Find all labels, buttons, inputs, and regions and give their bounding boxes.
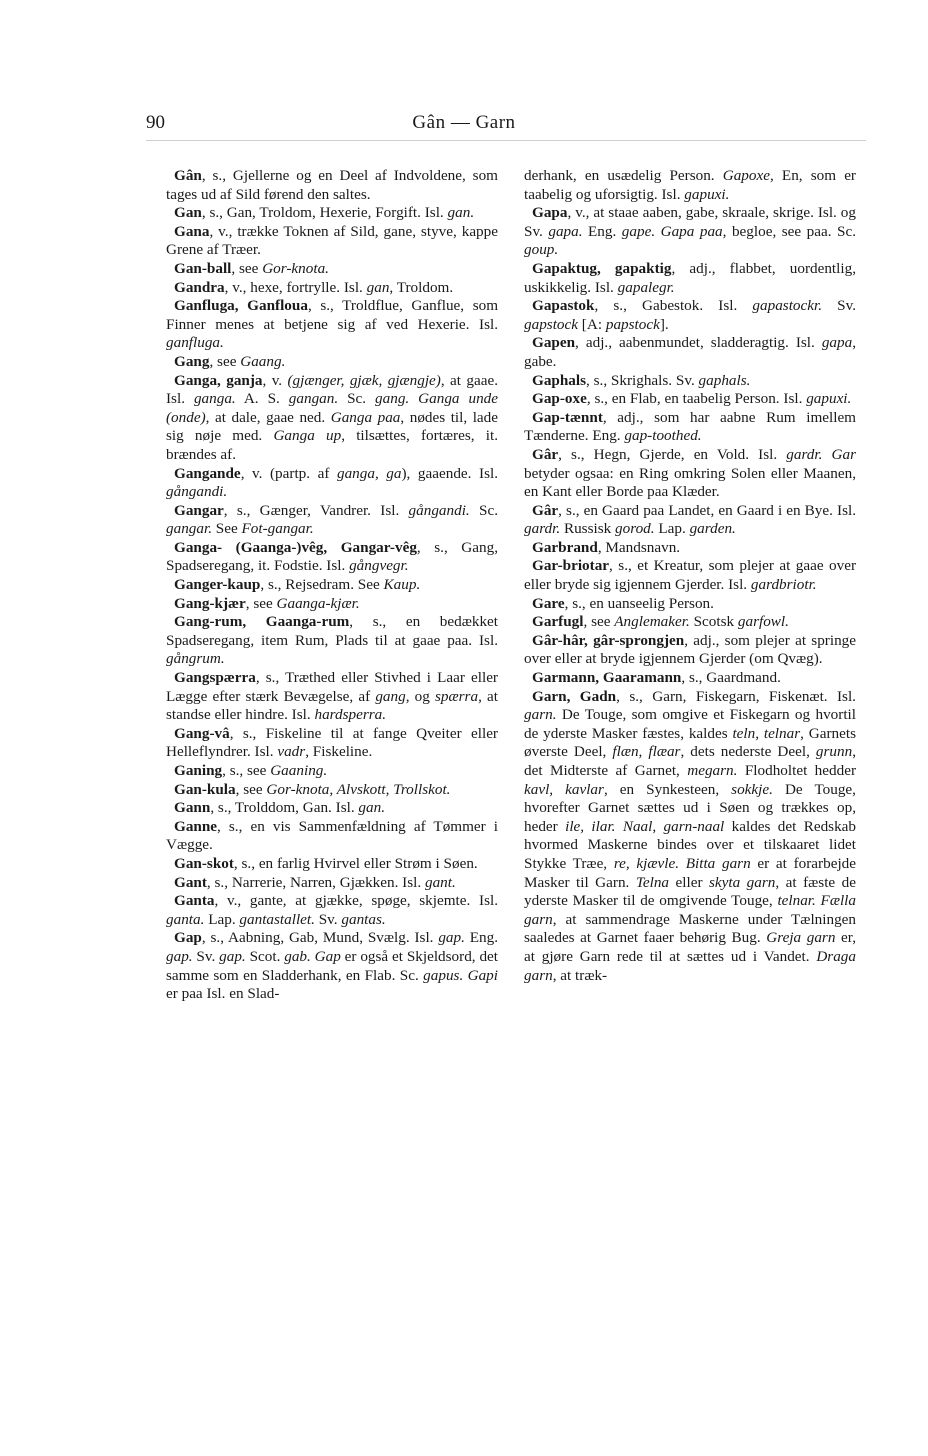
italic-term: gorod. xyxy=(615,520,655,538)
definition-text: , at gaae. Isl. xyxy=(166,371,499,408)
definition-text: er også et Skjeldsord, det samme som en Sladderhank, en Flab. Sc. xyxy=(166,947,499,984)
italic-term: gardbriotr. xyxy=(750,576,817,594)
definition-text: , v., trække Toknen af Sild, gane, styve, kappe Grene af Træer. xyxy=(166,222,498,259)
definition-text: , en Synkesteen, xyxy=(603,780,732,798)
definition-text: , s., Træthed eller Stivhed i Laar eller Lægge efter stærk Bevægelse, af xyxy=(166,669,498,705)
headword: Gap xyxy=(174,929,202,947)
headword: Gapaktug, gapaktig xyxy=(532,259,672,277)
definition-text: Russisk xyxy=(560,520,616,538)
italic-term: gapa xyxy=(821,334,853,352)
dictionary-entry xyxy=(166,223,498,260)
italic-term: Ganga up xyxy=(273,427,342,445)
dictionary-entry xyxy=(524,669,856,688)
definition-text: derhank, en usædelig Person. xyxy=(524,167,723,184)
headword: Gann xyxy=(174,799,211,817)
definition-text: , s., Gaardmand. xyxy=(681,669,781,687)
definition-text: , at sammendrage Maskerne under Tælningen saaledes at Garnet faaer behørig Bug. xyxy=(524,910,856,947)
italic-term: gapalegr. xyxy=(617,278,675,296)
italic-term: garfowl. xyxy=(737,613,789,631)
dictionary-entry xyxy=(524,632,856,669)
italic-term: ganfluga. xyxy=(166,334,224,352)
italic-term: garden. xyxy=(689,520,736,538)
definition-text: ), gaaende. Isl. xyxy=(401,464,498,482)
page-number: 90 xyxy=(146,112,165,133)
italic-term: garn. xyxy=(524,706,557,724)
italic-term: skyta garn xyxy=(708,873,776,891)
italic-term: gaphals. xyxy=(698,371,751,389)
italic-term: gångandi. xyxy=(166,483,228,501)
headword: Gang-vâ xyxy=(174,724,230,742)
definition-text: , adj., flabbet, uordentlig, uskikkelig. Isl. xyxy=(524,259,856,296)
definition-text: , s., et Kreatur, som plejer at gaae over eller bryde sig igjennem Gjerder. Isl. xyxy=(524,557,856,594)
dictionary-entry xyxy=(166,613,498,669)
dictionary-entry xyxy=(166,465,498,502)
dictionary-entry xyxy=(166,669,498,725)
dictionary-entry xyxy=(166,539,498,576)
definition-text: , Garnets øverste Deel, xyxy=(524,724,856,761)
italic-term: ganga, ga xyxy=(336,464,402,482)
definition-text: , v., at staae aaben, gabe, skraale, skrige. Isl. og Sv. xyxy=(524,204,856,240)
dictionary-entry xyxy=(166,725,498,762)
definition-text: , s., Fiskeline til at fange Qveiter eller Helleflyndrer. Isl. xyxy=(166,724,498,761)
definition-text: , v. (partp. af xyxy=(240,464,337,482)
definition-text: , see xyxy=(231,259,263,277)
headword: Gaphals xyxy=(532,371,587,389)
definition-text: , adj., aabenmundet, sladderagtig. Isl. xyxy=(575,334,822,352)
italic-term: Anglemaker. xyxy=(614,613,690,631)
definition-text: , s., Aabning, Gab, Mund, Svælg. Isl. xyxy=(201,929,439,947)
definition-text: Eng. xyxy=(464,929,498,947)
definition-text: , s., Hegn, Gjerde, en Vold. Isl. xyxy=(558,445,787,463)
headword: Gangande xyxy=(174,464,241,482)
italic-term: Telna xyxy=(635,873,670,891)
headword: Gang xyxy=(174,352,210,370)
italic-term: gapuxi. xyxy=(684,185,730,203)
definition-text: De Touge, som omgive et Fiskegarn og hvortil de yderste Masker fæstes, kaldes xyxy=(524,706,856,742)
definition-text: , Troldom. xyxy=(389,278,454,296)
dictionary-entry xyxy=(524,502,856,539)
italic-term: gape. Gapa paa xyxy=(621,222,723,240)
definition-text: , v., hexe, fortrylle. Isl. xyxy=(224,278,367,296)
dictionary-entry xyxy=(166,279,498,298)
italic-term: sokkje. xyxy=(731,780,773,798)
dictionary-entry xyxy=(524,297,856,334)
definition-text: Sc. xyxy=(338,390,376,408)
italic-term: Gaang. xyxy=(240,352,286,370)
italic-term: gan. xyxy=(358,799,385,817)
definition-text: , Fiskeline. xyxy=(305,743,373,761)
dictionary-entry xyxy=(166,204,498,223)
headword: Gapa xyxy=(532,204,568,222)
italic-term: gang. Ganga unde (onde) xyxy=(166,390,499,426)
italic-term: Ganga paa xyxy=(330,408,401,426)
definition-text: , s., Narrerie, Narren, Gjækken. Isl. xyxy=(206,873,425,891)
headword: Gan xyxy=(174,204,202,222)
italic-term: spærra xyxy=(435,687,479,705)
headword: Gapastok xyxy=(532,297,595,315)
definition-text: , at standse eller hindre. Isl. xyxy=(166,687,499,724)
italic-term: gapa. xyxy=(548,222,583,240)
definition-text: , s., Gænger, Vandrer. Isl. xyxy=(223,501,409,519)
definition-text: , v., gante, at gjække, spøge, skjemte. Isl. xyxy=(214,892,498,910)
definition-text: Flodholtet hedder xyxy=(737,762,856,779)
dictionary-entry xyxy=(524,260,856,297)
definition-text: De Touge, hvorefter Garnet sættes ud i Søen og trækkes op, heder xyxy=(524,780,856,835)
dictionary-entry xyxy=(166,297,498,353)
headword: Gar-briotar xyxy=(532,557,610,575)
definition-text: , s., Troldflue, Ganflue, som Finner menes at betjene sig af ved Hexerie. Isl. xyxy=(166,297,499,333)
definition-text: , og xyxy=(405,687,436,705)
italic-term: gap. xyxy=(438,929,465,947)
italic-term: kavl, kavlar xyxy=(524,780,604,798)
definition-text: , v. xyxy=(262,371,288,389)
definition-text: Lap. xyxy=(654,520,690,538)
definition-text: , s., Skrighals. Sv. xyxy=(586,371,699,389)
definition-text: eller xyxy=(669,873,709,891)
definition-text: , begloe, see paa. Sc. xyxy=(722,222,856,240)
italic-term: Gor-knota. xyxy=(262,259,329,277)
italic-term: gangar. xyxy=(166,520,212,538)
dictionary-entry xyxy=(166,781,498,800)
headword: Ganing xyxy=(174,762,223,779)
definition-text: , at træk- xyxy=(552,966,608,984)
definition-text: A. S. xyxy=(235,390,289,408)
headword: Gân xyxy=(174,167,202,184)
definition-text: betyder ogsaa: en Ring omkring Solen eller Maanen, en Kant eller Borde paa Klæder. xyxy=(524,464,856,501)
headword: Ganfluga, Ganfloua xyxy=(174,297,308,315)
italic-term: ile, ilar. Naal, garn-naal xyxy=(565,817,725,835)
italic-term: re, kjævle. Bitta garn xyxy=(613,854,751,872)
italic-term: gångandi. xyxy=(408,501,470,519)
definition-text: , adj., som plejer at springe over eller at bryde igjennem Gjerder (om Qvæg). xyxy=(524,631,856,668)
headword: Gant xyxy=(174,873,207,891)
headword: Garbrand xyxy=(532,538,598,556)
headword: Gap-oxe xyxy=(532,390,587,408)
dictionary-entry xyxy=(524,595,856,614)
definition-text: Scotsk xyxy=(689,613,738,631)
dictionary-entry xyxy=(524,446,856,502)
headword: Ganta xyxy=(174,892,215,910)
definition-text: , s., en vis Sammenfældning af Tømmer i Vægge. xyxy=(166,817,498,854)
headword: Gang-kjær xyxy=(174,594,246,612)
dictionary-entry xyxy=(166,576,498,595)
definition-text: , gabe. xyxy=(524,334,856,370)
dictionary-entry xyxy=(166,799,498,818)
headword: Gâr xyxy=(532,501,559,519)
italic-term: gan. xyxy=(447,204,475,222)
definition-text: , s., see xyxy=(222,762,271,779)
definition-text: Sv. xyxy=(314,910,342,928)
definition-text: , dets nederste Deel, xyxy=(680,743,816,761)
italic-term: gangan. xyxy=(288,390,339,408)
headword: Gandra xyxy=(174,278,225,296)
right-column xyxy=(524,167,856,985)
italic-term: ganga. xyxy=(193,390,236,408)
definition-text: , s., Gan, Troldom, Hexerie, Forgift. Isl. xyxy=(201,204,448,222)
italic-term: gardr. xyxy=(524,520,561,538)
definition-text: , see xyxy=(235,780,267,798)
headword: Gâr-hâr, gâr-sprongjen xyxy=(532,631,685,649)
italic-term: gapastockr. xyxy=(752,297,823,315)
headword: Gan-ball xyxy=(174,259,232,277)
dictionary-entry xyxy=(524,372,856,391)
italic-term: gap. xyxy=(219,947,246,965)
dictionary-entry xyxy=(166,167,498,204)
italic-term: gångvegr. xyxy=(349,557,409,575)
dictionary-entry xyxy=(524,688,856,986)
dictionary-entry xyxy=(166,929,498,1003)
dictionary-entry xyxy=(524,204,856,260)
italic-term: gant. xyxy=(424,873,456,891)
definition-text: , s., Garn, Fiskegarn, Fiskenæt. Isl. xyxy=(616,687,856,705)
italic-term: grunn xyxy=(815,743,853,761)
italic-term: gang xyxy=(375,687,406,705)
dictionary-entry xyxy=(166,818,498,855)
definition-text: ]. xyxy=(659,315,669,333)
italic-term: gångrum. xyxy=(166,650,225,668)
italic-term: gab. Gap xyxy=(284,947,341,965)
headword: Garfugl xyxy=(532,613,584,631)
italic-term: (gjænger, gjæk, gjængje) xyxy=(287,371,441,389)
dictionary-entry xyxy=(166,892,498,929)
dictionary-entry xyxy=(524,557,856,594)
headword: Garmann, Gaaramann xyxy=(532,669,682,687)
dictionary-entry xyxy=(166,855,498,874)
dictionary-entry xyxy=(166,502,498,539)
definition-text: , s., Gang, Spadseregang, it. Fodstie. Isl. xyxy=(166,538,498,575)
definition-text: , nødes til, lade sig nøje med. xyxy=(166,408,499,445)
dictionary-entry xyxy=(166,372,498,465)
dictionary-entry xyxy=(524,539,856,558)
italic-term: gapuxi. xyxy=(806,390,852,408)
definition-text: er, at gjøre Garn rede til at sættes ud i Vandet. xyxy=(524,929,856,965)
dictionary-entry xyxy=(524,409,856,446)
italic-term: gan xyxy=(366,278,390,296)
definition-text: , tilsættes, fortæres, it. brændes af. xyxy=(166,427,499,463)
definition-text: , see xyxy=(245,594,277,612)
dictionary-entry xyxy=(166,762,498,781)
headword: Gan-kula xyxy=(174,780,236,798)
definition-text: , at dale, gaae ned. xyxy=(205,408,331,426)
italic-term: Gor-knota, Alvskott, Trollskot. xyxy=(266,780,451,798)
headword: Gâr xyxy=(532,445,559,463)
dictionary-entry xyxy=(524,334,856,371)
headword: Gang-rum, Gaanga-rum xyxy=(174,613,350,631)
headword: Gap-tænnt xyxy=(532,408,603,426)
dictionary-entry xyxy=(524,390,856,409)
definition-text: Sv. xyxy=(192,947,220,965)
dictionary-entry xyxy=(166,353,498,372)
italic-term: Gapoxe xyxy=(722,167,770,184)
italic-term: gapstock xyxy=(524,315,578,333)
italic-term: gap-toothed. xyxy=(624,427,702,445)
definition-text: kaldes det Redskab hvormed Maskerne bindes over et tilskaaret lidet Stykke Træe, xyxy=(524,817,856,872)
definition-text: , s., Gjellerne og en Deel af Indvoldene, som tages ud af Sild førend den saltes. xyxy=(166,167,498,203)
headword: Ganne xyxy=(174,817,218,835)
headword: Gan-skot xyxy=(174,854,234,872)
definition-text: er paa Isl. en Slad- xyxy=(166,985,280,1003)
definition-text: , s., en bedækket Spadseregang, item Rum, Plads til at gaae paa. Isl. xyxy=(166,613,499,649)
definition-text: Sv. xyxy=(822,297,856,315)
headword: Gana xyxy=(174,222,210,240)
italic-term: gap. xyxy=(166,947,193,965)
definition-text: Sc. xyxy=(469,501,499,519)
definition-text: , s., en Flab, en taabelig Person. Isl. xyxy=(586,390,807,408)
definition-text: , En, som er taabelig og uforsigtig. Isl. xyxy=(524,167,856,203)
italic-term: gardr. Gar xyxy=(786,445,856,463)
italic-term: goup. xyxy=(524,241,559,259)
italic-term: Draga garn xyxy=(524,947,856,984)
italic-term: hardsperra. xyxy=(314,706,387,724)
dictionary-entry xyxy=(166,260,498,279)
italic-term: vadr xyxy=(277,743,306,761)
italic-term: gapus. Gapi xyxy=(423,966,498,984)
definition-text: , s., en farlig Hvirvel eller Strøm i Søen. xyxy=(233,854,478,872)
definition-text: , s., en uanseelig Person. xyxy=(564,594,714,612)
definition-text: , Mandsnavn. xyxy=(597,538,681,556)
definition-text: Scot. xyxy=(245,947,285,965)
headword: Ganger-kaup xyxy=(174,576,261,594)
headword: Gangar xyxy=(174,501,224,519)
definition-text: , s., Trolddom, Gan. Isl. xyxy=(210,799,359,817)
headword: Garn, Gadn xyxy=(532,687,617,705)
italic-term: Kaup. xyxy=(383,576,421,594)
italic-term: teln, telnar xyxy=(732,724,801,742)
italic-term: megarn. xyxy=(687,762,738,779)
headword: Gare xyxy=(532,594,565,612)
italic-term: Gaaning. xyxy=(270,762,328,779)
definition-text: , see xyxy=(583,613,615,631)
dictionary-entry xyxy=(166,595,498,614)
definition-text: , s., en Gaard paa Landet, en Gaard i en Bye. Isl. xyxy=(558,501,856,519)
header-rule xyxy=(146,140,866,141)
definition-text: , adj., som har aabne Rum imellem Tænderne. Eng. xyxy=(524,408,856,445)
italic-term: Gaanga-kjær. xyxy=(276,594,360,612)
definition-text: , det Midterste af Garnet, xyxy=(524,743,856,779)
definition-text: , see xyxy=(209,352,241,370)
italic-term: Fot-gangar. xyxy=(241,520,314,538)
headword: Gapen xyxy=(532,334,576,352)
italic-term: telnar. Fælla garn xyxy=(524,892,856,928)
definition-text: [A: xyxy=(578,315,606,333)
definition-text: , s., Gabestok. Isl. xyxy=(594,297,753,315)
headword: Gangspærra xyxy=(174,669,256,687)
definition-text: er at forarbejde Masker til Garn. xyxy=(524,854,856,891)
dictionary-entry xyxy=(524,613,856,632)
italic-term: Greja garn xyxy=(766,929,836,947)
definition-text: Eng. xyxy=(582,222,622,240)
definition-text: , s., Rejsedram. See xyxy=(260,576,384,594)
definition-text: See xyxy=(212,520,242,538)
italic-term: gantas. xyxy=(341,910,386,928)
italic-term: gantastallet. xyxy=(239,910,315,928)
headword: Ganga, ganja xyxy=(174,371,263,389)
definition-text: , at fæste de yderste Masker til de omgivende Touge, xyxy=(524,873,856,910)
left-column xyxy=(166,167,498,1004)
running-head: Gân — Garn xyxy=(412,112,516,133)
headword: Ganga- (Gaanga-)vêg, Gangar-vêg xyxy=(174,538,417,556)
italic-term: flæn, flæar xyxy=(612,743,681,761)
entry-continuation xyxy=(524,167,856,204)
italic-term: papstock xyxy=(605,315,660,333)
dictionary-entry xyxy=(166,874,498,893)
italic-term: ganta. xyxy=(166,910,205,928)
definition-text: Lap. xyxy=(204,910,240,928)
